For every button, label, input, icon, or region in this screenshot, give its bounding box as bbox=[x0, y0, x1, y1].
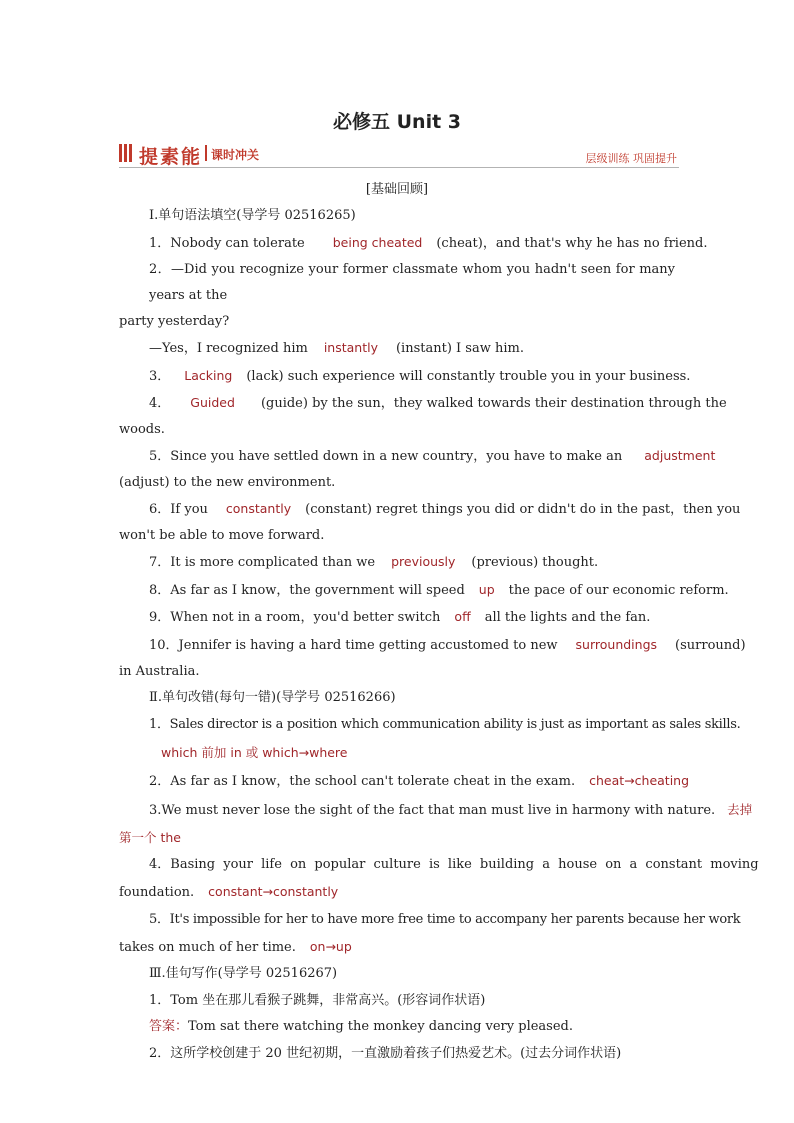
banner-main-label: 提素能 bbox=[139, 146, 203, 168]
answer: off bbox=[454, 609, 471, 624]
banner-sub-label: 课时冲关 bbox=[211, 148, 260, 162]
answer: previously bbox=[391, 554, 456, 569]
part1-title: Ⅰ.单句语法填空(导学号 02516265) bbox=[149, 208, 356, 223]
list-item: 1．Nobody can tolerate being cheated (cheat)，and that's why he has no friend. bbox=[149, 234, 708, 251]
answer: constant→constantly bbox=[208, 884, 339, 899]
answer-label: 答案： bbox=[149, 1019, 189, 1034]
answer: up bbox=[478, 581, 495, 597]
section-banner bbox=[119, 141, 679, 168]
part2-title: Ⅱ.单句改错(每句一错)(导学号 02516266) bbox=[149, 689, 396, 705]
list-item: 4．Basing your life on popular culture is like building a house on a constant moving foundation. constant→constantly bbox=[119, 857, 759, 900]
section-heading: [基础回顾] bbox=[365, 182, 429, 197]
list-item: 1．Sales director is a position which communication ability is just as important as sales skills. which 前加 in 或 which→where bbox=[119, 711, 675, 767]
list-item: 10．Jennifer is having a hard time getting accustomed to new surroundings (surround) in Australia. bbox=[119, 636, 746, 679]
list-item: 2．As far as I know，the school can't tolerate cheat in the exam. cheat→cheating bbox=[149, 773, 690, 789]
list-item: 1．Tom 坐在那儿看猴子跳舞，非常高兴。(形容词作状语) bbox=[149, 992, 486, 1008]
list-item: 3.We must never lose the sight of the fact that man must live in harmony with nature. 去掉 第一个 the bbox=[119, 802, 753, 845]
answer: being cheated bbox=[332, 234, 423, 250]
part3-title: Ⅲ.佳句写作(导学号 02516267) bbox=[149, 966, 338, 981]
list-item: 4． Guided (guide) by the sun，they walked towards their destination through the woods. bbox=[119, 395, 727, 437]
list-item: 9．When not in a room，you'd better switch off all the lights and the fan. bbox=[149, 609, 651, 625]
answer: 去掉 bbox=[727, 802, 753, 817]
list-item: —Yes，I recognized him instantly (instant) I saw him. bbox=[149, 340, 524, 356]
answer: Tom sat there watching the monkey dancing very pleased. bbox=[188, 1019, 573, 1034]
list-item: 8．As far as I know，the government will speed up the pace of our economic reform. bbox=[149, 581, 729, 598]
list-item: 6．If you constantly (constant) regret things you did or didn't do in the past，then you won't be able to move forward. bbox=[119, 501, 741, 543]
list-item: 7．It is more complicated than we previously (previous) thought. bbox=[149, 554, 599, 570]
banner-right-label: 层级训练 巩固提升 bbox=[585, 152, 677, 165]
answer: cheat→cheating bbox=[589, 773, 690, 788]
answer: constantly bbox=[225, 501, 292, 516]
list-item: 3． Lacking (lack) such experience will constantly trouble you in your business. bbox=[149, 367, 691, 384]
banner-divider bbox=[205, 145, 207, 161]
page-title: 必修五 Unit 3 bbox=[333, 111, 461, 133]
answer: on→up bbox=[309, 939, 352, 954]
list-item: 5．Since you have settled down in a new country，you have to make an adjustment (adjust) to the new environment. bbox=[119, 448, 716, 490]
exercise-content bbox=[119, 203, 759, 1067]
list-item: 2．这所学校创建于 20 世纪初期，一直激励着孩子们热爱艺术。(过去分词作状语) bbox=[149, 1045, 622, 1061]
answer-row bbox=[119, 1014, 675, 1041]
banner-bars-icon bbox=[119, 144, 134, 166]
answer: Lacking bbox=[184, 367, 233, 383]
answer: surroundings bbox=[575, 636, 658, 652]
answer: adjustment bbox=[644, 448, 716, 463]
list-item: 2．—Did you recognize your former classmate whom you hadn't seen for many years at the party yesterday? bbox=[119, 262, 675, 329]
answer: Guided bbox=[190, 395, 235, 410]
answer: instantly bbox=[323, 340, 378, 355]
answer: which 前加 in 或 which→where bbox=[161, 745, 348, 760]
list-item: 5．It's impossible for her to have more free time to accompany her parents because her work takes on much of her time. on→up bbox=[119, 912, 741, 955]
